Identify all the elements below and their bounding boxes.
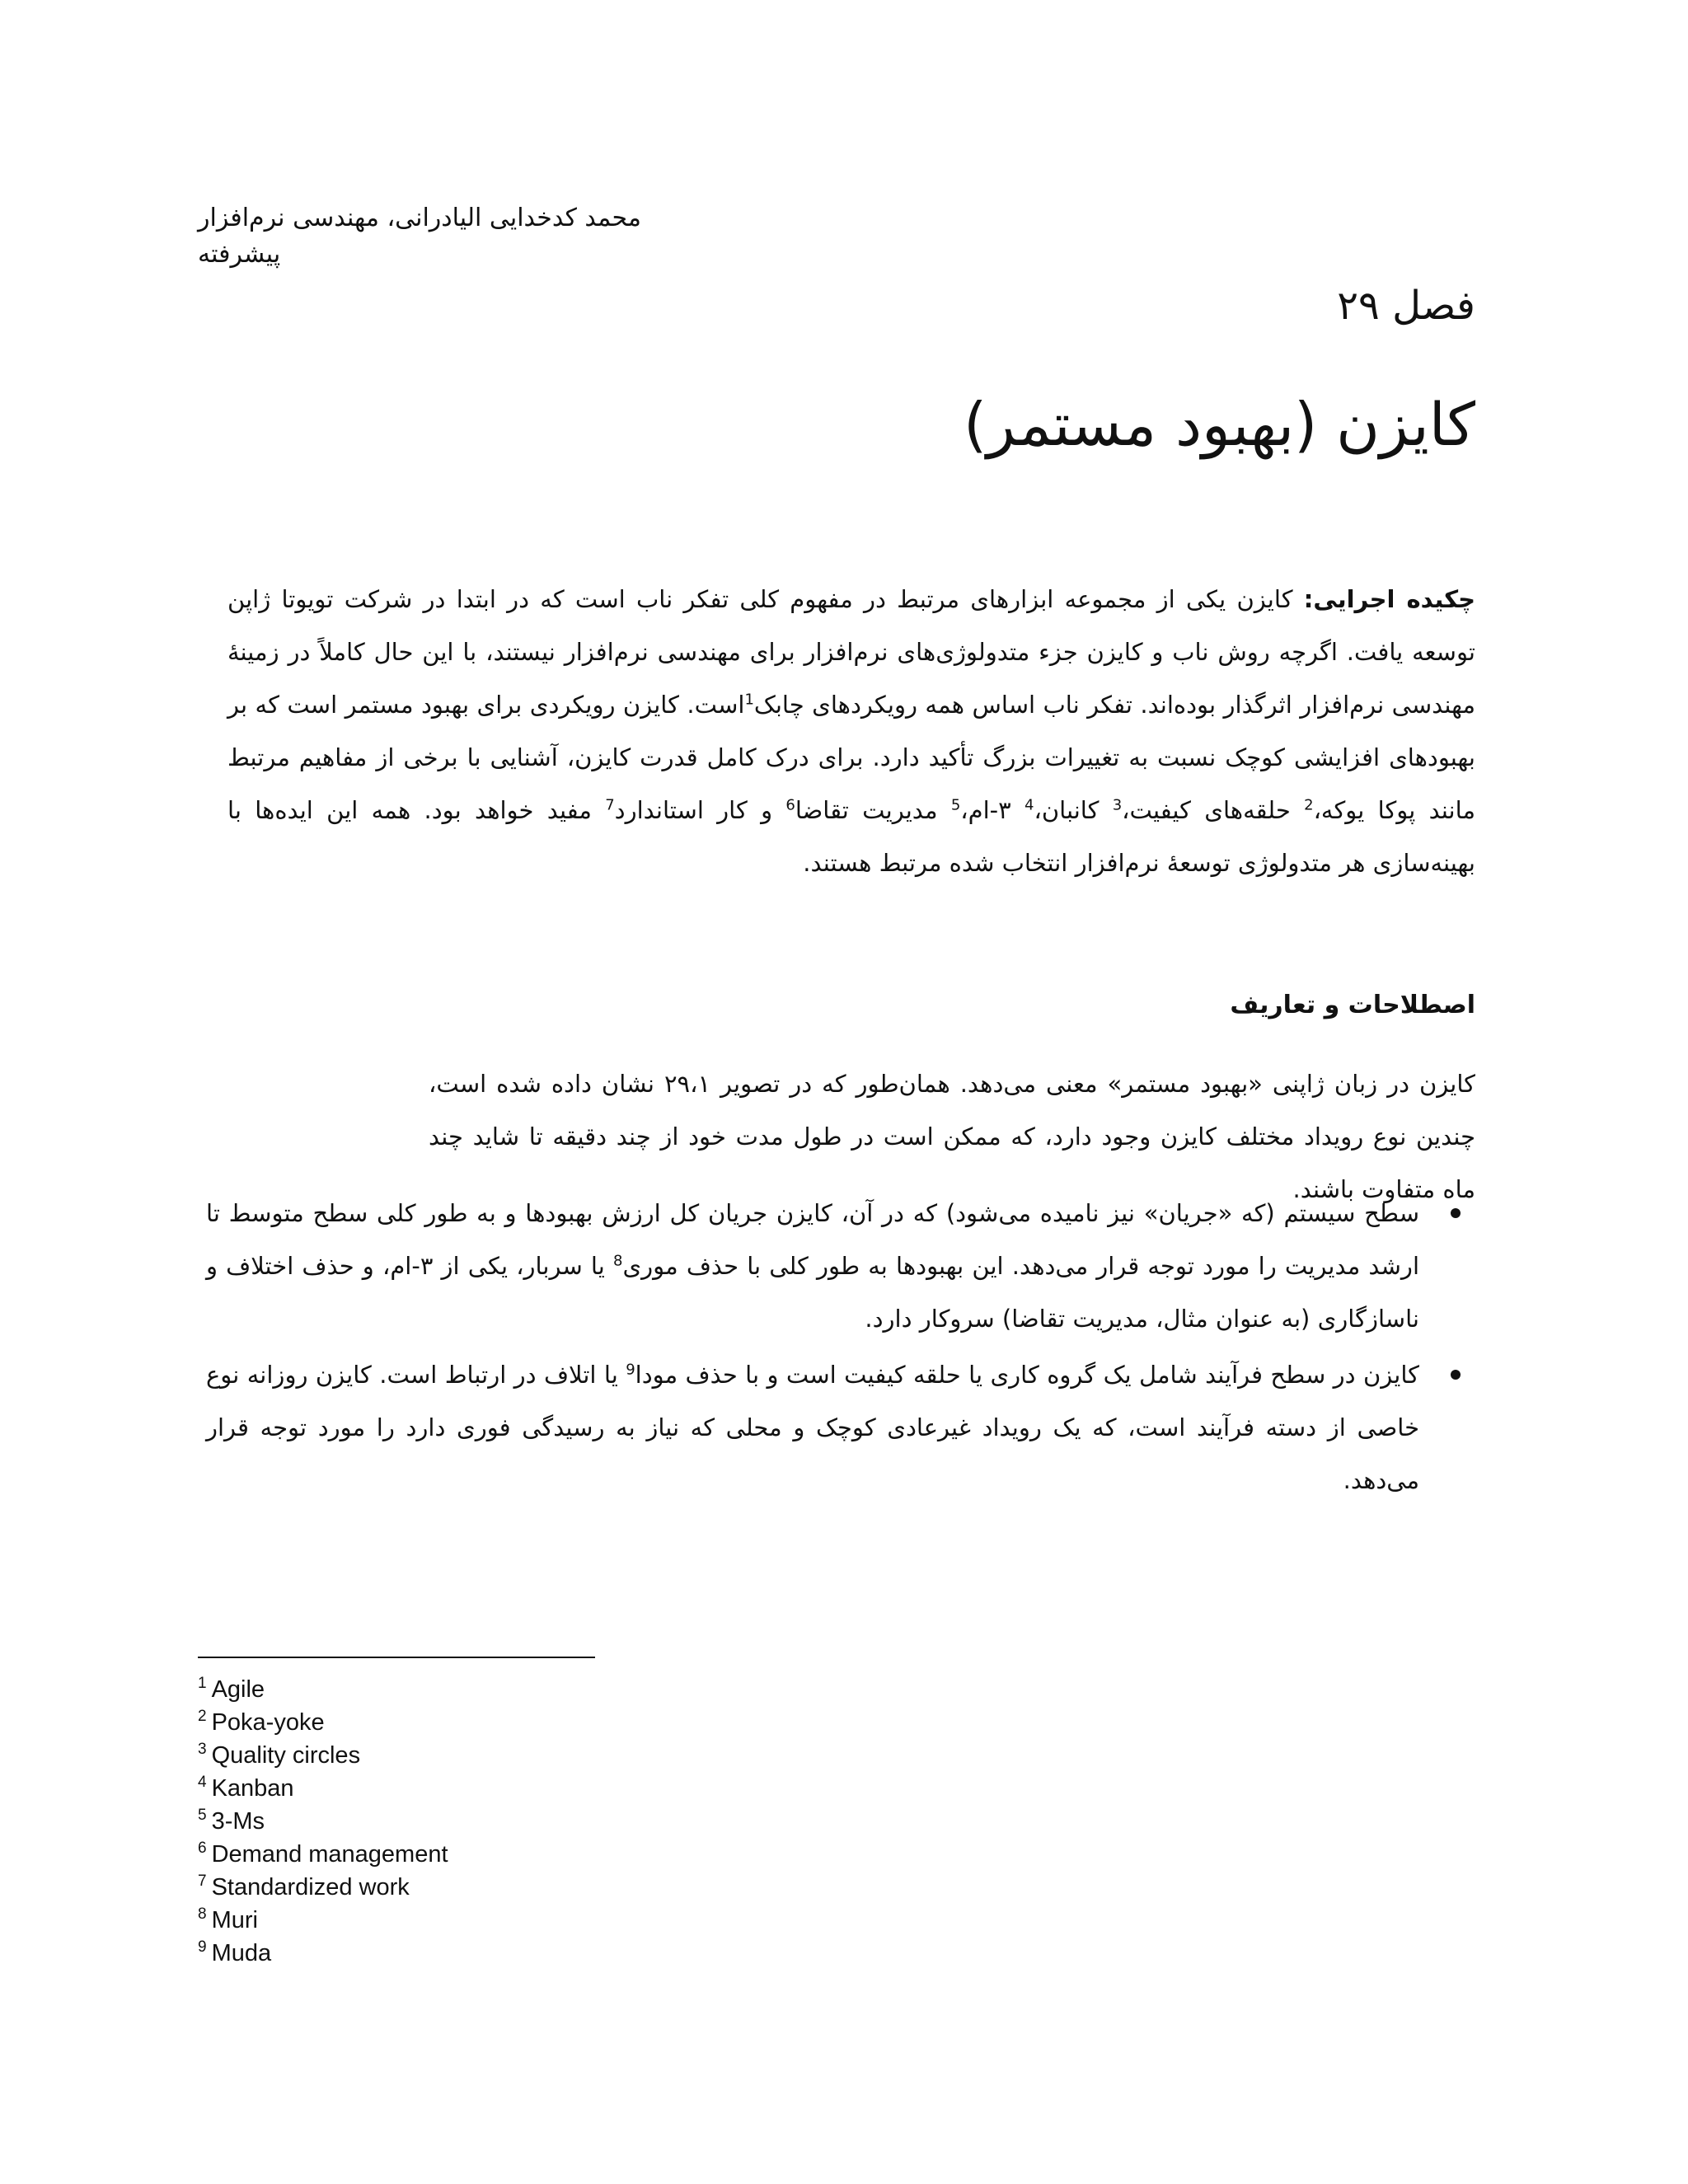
summary-text-2: است. کایزن رویکردی برای بهبود مستمر است که بر بهبودهای افزایشی کوچک نسبت به تغییرات بزرگ تأکید دارد. برای درک کامل قدرت کایزن، آشنایی با برخی از مفاهیم مرتبط مانند پوکا یوکه، [227, 691, 1476, 824]
footnote-text: Poka-yoke [211, 1709, 325, 1736]
footnote-ref-2[interactable]: 2 [1304, 796, 1314, 814]
terms-intro-paragraph: کایزن در زبان ژاپنی «بهبود مستمر» معنی می‌دهد. همان‌طور که در تصویر ۲۹،۱ نشان داده شده است، چندین نوع رویداد مختلف کایزن وجود دارد، که ممکن است در طول مدت خود از چند دقیقه تا شاید چند ماه متفاوت باشند. [429, 1070, 1475, 1203]
footnote [198, 1838, 448, 1871]
footnote-ref-3[interactable]: 3 [1112, 796, 1123, 814]
summary-text-7: و کار استاندارد [614, 796, 786, 824]
footnote-number: 3 [198, 1741, 207, 1759]
footnote-text: 3-Ms [211, 1808, 265, 1835]
list-item [206, 1348, 1475, 1507]
footnote-text: Standardized work [211, 1874, 410, 1900]
footnote [198, 1739, 448, 1772]
footnote-number: 9 [198, 1938, 207, 1957]
list-item [206, 1187, 1475, 1345]
kaizen-types-list [206, 1187, 1475, 1510]
footnote-number: 4 [198, 1774, 207, 1792]
footnote-text: Muri [211, 1907, 258, 1933]
summary-text-4: کانبان، [1034, 796, 1113, 824]
footnote [198, 1871, 448, 1904]
footnote-ref-7[interactable]: 7 [605, 796, 615, 814]
footnote-number: 5 [198, 1807, 207, 1825]
footnote-ref-9[interactable]: 9 [626, 1361, 635, 1379]
footnote [198, 1772, 448, 1805]
bullet-text: کایزن در سطح فرآیند شامل یک گروه کاری یا حلقه کیفیت است و با حذف مودا [635, 1361, 1419, 1389]
bullet-icon [1451, 1370, 1461, 1380]
executive-summary [227, 573, 1475, 889]
summary-text-6: مدیریت تقاضا [795, 796, 951, 824]
footnote-ref-1[interactable]: 1 [744, 691, 754, 709]
bullet-text: یا اتلاف در ارتباط است. کایزن روزانه نوع خاصی از دسته فرآیند است، که یک رویداد غیرعادی کوچک و محلی که نیاز به رسیدگی فوری دارد را مورد توجه قرار می‌دهد. [206, 1361, 1419, 1494]
footnote-number: 7 [198, 1872, 207, 1891]
footnote-number: 6 [198, 1840, 207, 1858]
running-header: محمد کدخدایی الیادرانی، مهندسی نرم‌افزار پیشرفته [198, 204, 641, 269]
footnote-text: Muda [211, 1940, 272, 1966]
footnote-ref-8[interactable]: 8 [613, 1252, 623, 1270]
footnote [198, 1805, 448, 1838]
footnote-number: 8 [198, 1905, 207, 1924]
footnote-text: Kanban [211, 1775, 294, 1802]
chapter-number: فصل ۲۹ [1337, 283, 1475, 329]
footnote [198, 1937, 448, 1970]
bullet-text: یا سربار، یکی از ۳-ام، و حذف اختلاف و ناسازگاری (به عنوان مثال، مدیریت تقاضا) سروکار دارد. [206, 1252, 1419, 1333]
footnote [198, 1904, 448, 1937]
footnote-ref-5[interactable]: 5 [950, 796, 961, 814]
footnote-ref-6[interactable]: 6 [785, 796, 795, 814]
footnote-number: 1 [198, 1675, 207, 1693]
section-heading: اصطلاحات و تعاریف [1230, 991, 1475, 1019]
footnote-text: Agile [211, 1676, 265, 1703]
footnote-number: 2 [198, 1708, 207, 1726]
footnote-separator [198, 1657, 595, 1658]
bullet-text: سطح سیستم (که «جریان» نیز نامیده می‌شود) که در آن، کایزن جریان کل ارزش بهبودها و به طور کلی سطح متوسط تا ارشد مدیریت را مورد توجه قرار می‌دهد. این بهبودها به طور کلی با حذف موری [206, 1199, 1419, 1280]
footnote-text: Demand management [211, 1841, 448, 1868]
footnote-text: Quality circles [211, 1742, 361, 1769]
summary-text-8: مفید خواهد بود. همه این ایده‌ها با بهینه‌سازی هر متدولوژی توسعهٔ نرم‌افزار انتخاب شده مرتبط هستند. [227, 796, 1475, 877]
bullet-icon [1451, 1208, 1461, 1218]
footnote [198, 1673, 448, 1706]
footnotes-list [198, 1673, 448, 1970]
summary-text-1: کایزن یکی از مجموعه ابزارهای مرتبط در مفهوم کلی تفکر ناب است که در ابتدا در شرکت تویوتا ژاپن توسعه یافت. اگرچه روش ناب و کایزن جزء متدولوژی‌های نرم‌افزار برای مهندسی نرم‌افزار نیستند، با این حال کاملاً در زمینهٔ مهندسی نرم‌افزار اثرگذار بوده‌اند. تفکر ناب اساس همه رویکردهای چابک [227, 585, 1475, 719]
chapter-title: کایزن (بهبود مستمر) [964, 390, 1475, 459]
footnote-ref-4[interactable]: 4 [1025, 796, 1034, 814]
summary-text-5: ۳-ام، [960, 796, 1025, 824]
summary-text-3: حلقه‌های کیفیت، [1122, 796, 1305, 824]
footnote [198, 1706, 448, 1739]
summary-lead: چکیده اجرایی: [1303, 585, 1476, 613]
